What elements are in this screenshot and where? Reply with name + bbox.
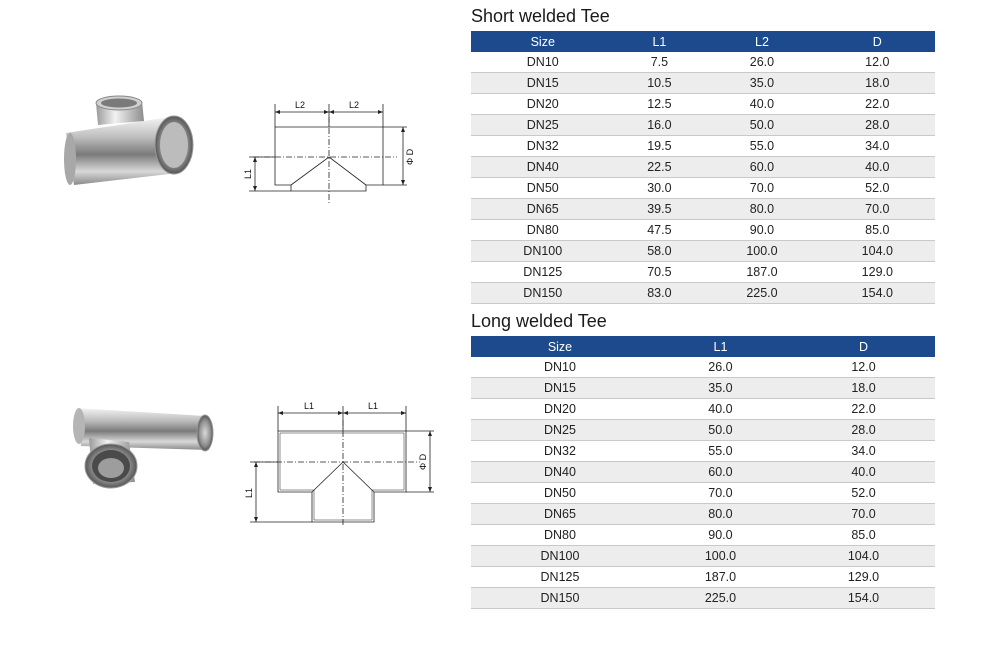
table-cell: 52.0 [792,483,935,504]
table-cell: 35.0 [704,73,819,94]
table-row [471,199,935,220]
table-cell: 28.0 [820,115,935,136]
table-cell: 70.0 [792,504,935,525]
table-cell: DN25 [471,115,615,136]
table-cell: 154.0 [792,588,935,609]
table-cell: 40.0 [649,399,792,420]
table-cell: 12.0 [792,357,935,378]
table-cell: DN10 [471,357,649,378]
table-cell: 187.0 [704,262,819,283]
table-cell: 83.0 [615,283,705,304]
table-cell: 80.0 [704,199,819,220]
table-cell: DN40 [471,157,615,178]
table-row [471,136,935,157]
short-tee-table [471,31,935,304]
short-tee-d-label: Φ D [405,148,415,165]
table-cell: 22.0 [820,94,935,115]
table-cell: 154.0 [820,283,935,304]
long-tee-d-label: Φ D [418,453,428,470]
table-cell: 85.0 [820,220,935,241]
table-row [471,73,935,94]
table-cell: 26.0 [649,357,792,378]
short-tee-table-body [471,52,935,304]
long-tee-l1-left-label: L1 [304,401,315,411]
table-cell: DN150 [471,283,615,304]
long-tee-table [471,336,935,609]
table-cell: 34.0 [792,441,935,462]
table-cell: 100.0 [649,546,792,567]
table-row [471,546,935,567]
table-cell: 129.0 [792,567,935,588]
long-tee-title: Long welded Tee [471,311,607,331]
table-row [471,441,935,462]
table-cell: DN125 [471,262,615,283]
short-tee-drawing [235,95,415,210]
table-cell: 90.0 [649,525,792,546]
table-row [471,262,935,283]
table-row [471,420,935,441]
column-header: L1 [615,31,705,52]
table-row [471,588,935,609]
table-cell: 70.5 [615,262,705,283]
table-row [471,567,935,588]
short-tee-l1-label: L1 [243,168,253,179]
table-row [471,378,935,399]
table-header-row [471,336,935,357]
table-cell: 19.5 [615,136,705,157]
table-row [471,220,935,241]
table-cell: DN50 [471,483,649,504]
column-header: Size [471,336,649,357]
table-cell: 40.0 [792,462,935,483]
table-cell: DN32 [471,441,649,462]
table-cell: 40.0 [704,94,819,115]
table-cell: DN65 [471,504,649,525]
table-row [471,157,935,178]
table-cell: DN65 [471,199,615,220]
table-cell: DN80 [471,525,649,546]
table-cell: 18.0 [820,73,935,94]
long-tee-drawing [240,398,440,528]
short-tee-photo [60,95,200,190]
table-cell: 225.0 [704,283,819,304]
table-row [471,504,935,525]
table-cell: 60.0 [649,462,792,483]
table-cell: DN15 [471,73,615,94]
table-row [471,52,935,73]
long-tee-l1-label: L1 [244,487,254,498]
long-tee-l1-right-label: L1 [368,401,379,411]
table-cell: DN25 [471,420,649,441]
table-cell: 70.0 [649,483,792,504]
column-header: L2 [704,31,819,52]
table-row [471,525,935,546]
table-cell: DN150 [471,588,649,609]
table-cell: 52.0 [820,178,935,199]
table-cell: 50.0 [649,420,792,441]
table-cell: DN20 [471,399,649,420]
table-cell: 7.5 [615,52,705,73]
table-cell: 34.0 [820,136,935,157]
table-cell: 104.0 [820,241,935,262]
table-cell: 18.0 [792,378,935,399]
table-cell: DN50 [471,178,615,199]
table-header-row [471,31,935,52]
table-cell: 22.5 [615,157,705,178]
table-cell: 187.0 [649,567,792,588]
table-cell: 22.0 [792,399,935,420]
column-header: Size [471,31,615,52]
table-row [471,283,935,304]
table-row [471,462,935,483]
table-row [471,115,935,136]
table-cell: DN15 [471,378,649,399]
table-row [471,94,935,115]
table-cell: 60.0 [704,157,819,178]
table-cell: 55.0 [704,136,819,157]
table-cell: 35.0 [649,378,792,399]
table-cell: 85.0 [792,525,935,546]
table-cell: 55.0 [649,441,792,462]
table-cell: 47.5 [615,220,705,241]
table-cell: 90.0 [704,220,819,241]
table-cell: 12.0 [820,52,935,73]
table-cell: 70.0 [704,178,819,199]
short-tee-title: Short welded Tee [471,6,610,26]
table-cell: 50.0 [704,115,819,136]
table-cell: 100.0 [704,241,819,262]
short-tee-l2-right-label: L2 [349,100,360,110]
table-cell: DN80 [471,220,615,241]
table-cell: DN20 [471,94,615,115]
table-cell: 28.0 [792,420,935,441]
table-row [471,357,935,378]
table-cell: 10.5 [615,73,705,94]
table-cell: 26.0 [704,52,819,73]
short-tee-l2-left-label: L2 [295,100,306,110]
table-row [471,241,935,262]
table-cell: 225.0 [649,588,792,609]
column-header: D [820,31,935,52]
table-cell: 70.0 [820,199,935,220]
table-cell: DN32 [471,136,615,157]
table-cell: 16.0 [615,115,705,136]
table-cell: DN100 [471,546,649,567]
long-tee-photo [65,398,215,493]
table-cell: DN100 [471,241,615,262]
table-cell: DN40 [471,462,649,483]
table-cell: 104.0 [792,546,935,567]
table-cell: 30.0 [615,178,705,199]
table-cell: DN125 [471,567,649,588]
table-cell: DN10 [471,52,615,73]
table-cell: 12.5 [615,94,705,115]
table-row [471,399,935,420]
table-row [471,178,935,199]
table-cell: 58.0 [615,241,705,262]
long-tee-table-body [471,357,935,609]
column-header: L1 [649,336,792,357]
column-header: D [792,336,935,357]
table-cell: 129.0 [820,262,935,283]
table-row [471,483,935,504]
table-cell: 39.5 [615,199,705,220]
table-cell: 40.0 [820,157,935,178]
table-cell: 80.0 [649,504,792,525]
